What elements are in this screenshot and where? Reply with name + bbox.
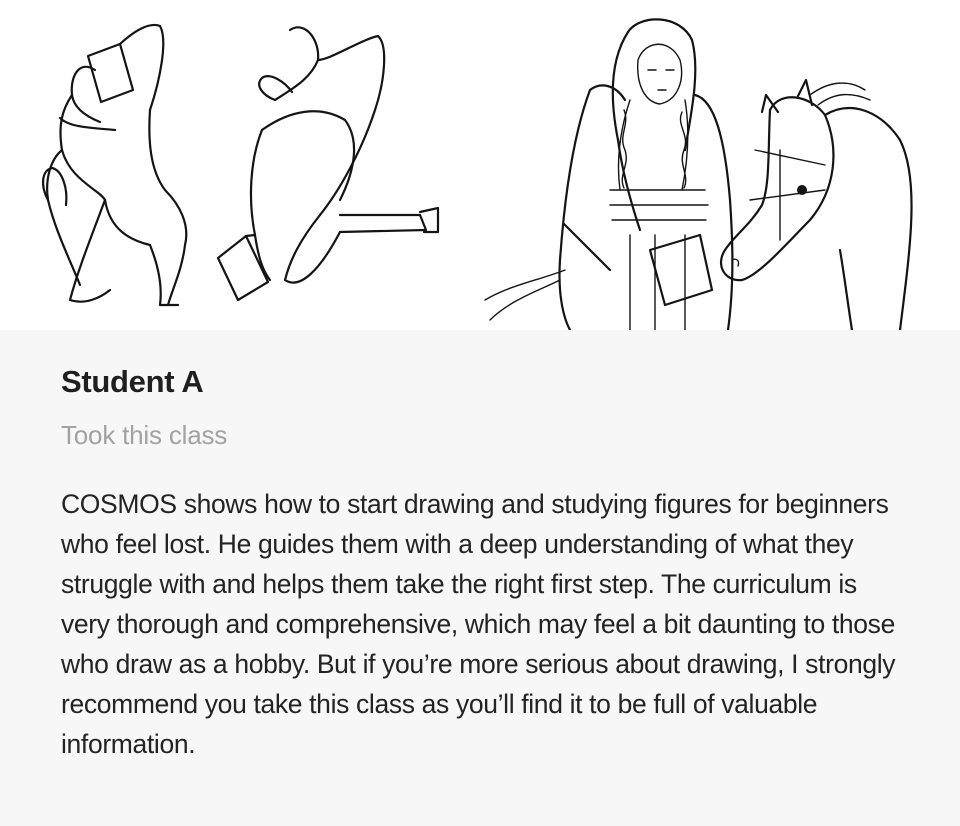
review-images [0, 0, 960, 330]
reviewer-status: Took this class [61, 420, 228, 450]
review-body [0, 330, 960, 826]
review-text: COSMOS shows how to start drawing and studying figures for beginners who feel lost. He guides them with a deep understanding of what they struggle with and helps them take the right first step. The curriculum is very thorough and comprehensive, which may feel a bit daunting to those who draw as a hobby. But if you’re more serious about drawing, I strongly recommend you take this class as you’ll find it to be full of valuable information. [61, 489, 896, 759]
reviewer-name: Student A [61, 364, 204, 399]
figure-sketch-image [0, 0, 480, 330]
character-illustration-image [480, 0, 960, 330]
